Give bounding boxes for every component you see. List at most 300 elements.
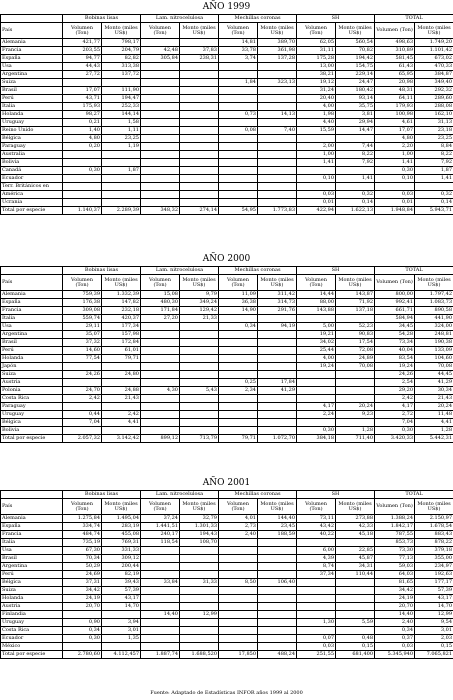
value-cell [180,39,219,47]
country-cell: México [1,643,63,651]
value-cell [141,563,180,571]
value-cell: 19,12 [297,79,336,87]
value-cell: 61,01 [102,347,141,355]
value-cell: 349,40 [415,79,453,87]
value-cell: 108,70 [180,539,219,547]
value-cell: 98,27 [63,111,102,119]
country-cell: Alemania [1,515,63,523]
value-cell: 35,07 [63,331,102,339]
value-cell: 32,79 [180,515,219,523]
value-cell: 129,42 [180,307,219,315]
value-cell [336,167,375,175]
value-cell [180,355,219,363]
total-row [1,207,453,215]
value-cell: 2,34 [219,387,258,395]
country-cell: Holanda [1,595,63,603]
country-cell: Australia [1,151,63,159]
value-cell: 54,28 [375,331,415,339]
value-cell: 13,00 [297,63,336,71]
value-cell [219,119,258,127]
table-row [1,587,453,595]
value-cell: 0,01 [297,199,336,207]
value-cell [336,387,375,395]
value-cell [141,571,180,579]
value-cell: 38,21 [297,71,336,79]
data-table [0,14,453,215]
header-unit: Monto (miles US$) [336,499,375,515]
country-cell: América [1,191,63,199]
value-cell: 37,32 [63,339,102,347]
value-cell: 83,54 [375,355,415,363]
value-cell [141,363,180,371]
value-cell: 1.332,39 [102,291,141,299]
value-cell [258,331,297,339]
country-cell: Brasil [1,87,63,95]
value-cell [141,87,180,95]
value-cell: 21,43 [102,395,141,403]
value-cell [180,71,219,79]
header-group: SH [297,267,375,275]
value-cell: 309,08 [63,307,102,315]
value-cell [258,175,297,183]
value-cell [141,119,180,127]
value-cell [141,403,180,411]
header-row-units [1,275,453,291]
value-cell [180,403,219,411]
table-row [1,523,453,531]
value-cell: 24,19 [63,595,102,603]
value-cell: 0,32 [415,191,453,199]
value-cell: 24,80 [102,371,141,379]
value-cell [415,183,453,191]
value-cell: 283,19 [102,523,141,531]
value-cell [180,175,219,183]
table-row [1,363,453,371]
value-cell: 45,18 [336,531,375,539]
header-unit: Monto (miles US$) [415,23,453,39]
header-unit: Volumen (Ton) [375,275,415,291]
country-cell: Italia [1,103,63,111]
value-cell: 34,02 [297,339,336,347]
value-cell: 1,28 [415,427,453,435]
value-cell: 899,12 [141,435,180,443]
value-cell [258,419,297,427]
value-cell: 1.301,33 [180,523,219,531]
value-cell: 14,70 [102,603,141,611]
value-cell: 0,30 [63,635,102,643]
table-row [1,547,453,555]
value-cell: 3,94 [102,619,141,627]
value-cell [180,135,219,143]
table-row [1,87,453,95]
value-cell: 23,18 [415,127,453,135]
value-cell: 890,58 [415,307,453,315]
value-cell [102,151,141,159]
value-cell: 73,34 [375,339,415,347]
value-cell: 1,98 [297,111,336,119]
value-cell [180,87,219,95]
table-row [1,191,453,199]
value-cell: 41,29 [415,379,453,387]
value-cell [141,627,180,635]
value-cell: 713,79 [180,435,219,443]
value-cell: 1,11 [102,127,141,135]
value-cell [219,315,258,323]
value-cell: 14,70 [415,603,453,611]
header-unit: Monto (miles US$) [102,23,141,39]
value-cell: 194,43 [180,531,219,539]
year-title: AÑO 2000 [202,254,251,264]
table-row [1,39,453,47]
value-cell [258,627,297,635]
value-cell: 106,40 [258,579,297,587]
header-country: País [1,23,63,39]
value-cell: 162,10 [415,111,453,119]
value-cell [180,167,219,175]
value-cell: 673,02 [415,55,453,63]
country-cell: Terr. Británicos en [1,183,63,191]
value-cell [336,595,375,603]
value-cell [180,183,219,191]
value-cell [180,619,219,627]
value-cell: 1.495,04 [102,515,141,523]
value-cell: 324,00 [415,323,453,331]
value-cell: 798,17 [102,39,141,47]
value-cell: 1,41 [336,175,375,183]
value-cell: 82,82 [102,55,141,63]
value-cell: 11,09 [219,291,258,299]
value-cell [180,103,219,111]
table-row [1,539,453,547]
section-2001 [0,490,453,659]
value-cell: 313,38 [102,63,141,71]
country-cell: Bélgica [1,419,63,427]
value-cell: 90,83 [336,331,375,339]
header-unit: Volumen (Ton) [141,499,180,515]
value-cell: 133,09 [415,347,453,355]
value-cell: 1.797,42 [415,291,453,299]
value-cell: 252,33 [102,103,141,111]
header-group: Lam. nitrocelulosa [141,491,219,499]
total-row [1,435,453,443]
value-cell [141,339,180,347]
value-cell: 0,30 [297,427,336,435]
value-cell [219,135,258,143]
value-cell [258,87,297,95]
value-cell [141,143,180,151]
value-cell: 2.057,32 [63,435,102,443]
value-cell: 12,99 [180,611,219,619]
header-unit: Volumen (Ton) [297,275,336,291]
value-cell: 288,08 [415,103,453,111]
value-cell: 488,24 [258,651,297,659]
value-cell: 71,92 [336,299,375,307]
header-group: Bobinas lisas [63,267,141,275]
value-cell: 2,42 [63,395,102,403]
value-cell: 3,01 [415,627,453,635]
value-cell: 8,84 [415,143,453,151]
value-cell: 292,32 [415,87,453,95]
table-row [1,643,453,651]
value-cell: 31,13 [415,119,453,127]
value-cell: 0,34 [219,323,258,331]
value-cell [102,175,141,183]
value-cell: 421,77 [63,39,102,47]
header-unit: Monto (miles US$) [102,499,141,515]
table-row [1,371,453,379]
table-row [1,111,453,119]
value-cell [258,347,297,355]
value-cell: 43,42 [297,523,336,531]
value-cell: 5.943,71 [415,207,453,215]
value-cell [180,371,219,379]
table-row [1,299,453,307]
value-cell [102,159,141,167]
country-cell: Usa [1,323,63,331]
value-cell [141,427,180,435]
value-cell [219,355,258,363]
value-cell: 61,43 [375,63,415,71]
value-cell: 204,79 [102,47,141,55]
value-cell: 20,70 [375,603,415,611]
value-cell [219,371,258,379]
value-cell: 40,22 [297,531,336,539]
country-cell: Argentina [1,331,63,339]
value-cell [141,619,180,627]
value-cell: 2,72 [375,411,415,419]
country-cell: Italia [1,539,63,547]
value-cell: 1,58 [102,119,141,127]
header-unit: Monto (miles US$) [102,275,141,291]
country-cell: Ucrania [1,199,63,207]
table-row [1,563,453,571]
value-cell: 273,88 [336,515,375,523]
value-cell: 0,34 [63,627,102,635]
header-group: Bobinas lisas [63,491,141,499]
value-cell: 1,87 [415,167,453,175]
value-cell: 137,28 [258,55,297,63]
value-cell [219,643,258,651]
value-cell: 50,29 [63,563,102,571]
value-cell: 17,54 [336,339,375,347]
value-cell: 0,14 [415,199,453,207]
value-cell [219,159,258,167]
value-cell: 441,90 [415,315,453,323]
value-cell [180,111,219,119]
value-cell: 143,88 [297,307,336,315]
value-cell: 0,37 [375,635,415,643]
value-cell: 154,75 [336,63,375,71]
value-cell [219,143,258,151]
header-row-groups [1,267,453,275]
value-cell: 759,39 [63,291,102,299]
value-cell [258,371,297,379]
country-cell: Perú [1,571,63,579]
value-cell: 289,60 [415,95,453,103]
value-cell: 7,92 [415,159,453,167]
value-cell: 37,31 [63,579,102,587]
table-row [1,531,453,539]
value-cell: 1,84 [219,79,258,87]
table-row [1,199,453,207]
table-row [1,395,453,403]
value-cell [336,135,375,143]
value-cell [180,627,219,635]
value-cell [336,183,375,191]
value-cell [336,627,375,635]
value-cell: 0,44 [63,411,102,419]
value-cell: 24,47 [336,79,375,87]
header-unit: Volumen (Ton) [63,23,102,39]
country-cell: Austria [1,603,63,611]
value-cell: 190,38 [415,339,453,347]
value-cell [219,595,258,603]
value-cell: 37,24 [141,515,180,523]
value-cell: 29,11 [63,323,102,331]
value-cell: 7,44 [336,143,375,151]
value-cell [141,183,180,191]
value-cell [219,619,258,627]
value-cell: 23,25 [415,135,453,143]
value-cell: 24,88 [102,387,141,395]
value-cell: 7.065,821 [415,651,453,659]
value-cell: 6,00 [297,547,336,555]
header-unit: Monto (miles US$) [180,275,219,291]
value-cell: 14,81 [219,39,258,47]
value-cell: 4,61 [375,119,415,127]
value-cell [63,427,102,435]
value-cell [297,387,336,395]
value-cell: 20,98 [375,79,415,87]
value-cell [63,191,102,199]
value-cell: 0,15 [415,643,453,651]
value-cell [141,199,180,207]
value-cell [141,103,180,111]
country-cell: España [1,55,63,63]
country-cell: Paraguay [1,143,63,151]
value-cell [141,411,180,419]
country-cell: Francia [1,531,63,539]
value-cell [375,183,415,191]
header-unit: Volumen (Ton) [141,275,180,291]
value-cell [102,79,141,87]
value-cell [63,159,102,167]
data-table [0,490,453,659]
value-cell [297,587,336,595]
value-cell [297,603,336,611]
value-cell: 20,70 [63,603,102,611]
value-cell [63,79,102,87]
value-cell: 1.083,73 [415,299,453,307]
table-row [1,315,453,323]
value-cell: 144,14 [102,111,141,119]
value-cell: 70,34 [63,555,102,563]
value-cell [141,347,180,355]
value-cell: 1,41 [375,159,415,167]
value-cell [63,643,102,651]
table-row [1,331,453,339]
value-cell [297,167,336,175]
value-cell [180,427,219,435]
value-cell [141,547,180,555]
value-cell [141,135,180,143]
value-cell [141,159,180,167]
value-cell: 5,43 [180,387,219,395]
value-cell [258,63,297,71]
value-cell: 1,19 [102,143,141,151]
header-unit: Volumen (Ton) [63,275,102,291]
value-cell [258,635,297,643]
value-cell: 81,65 [375,579,415,587]
value-cell: 43,17 [102,595,141,603]
value-cell: 67,30 [63,547,102,555]
value-cell: 24,26 [63,371,102,379]
value-cell [102,611,141,619]
table-row [1,183,453,191]
value-cell: 5.442,31 [415,435,453,443]
value-cell: 31,11 [297,47,336,55]
table-row [1,387,453,395]
value-cell [180,587,219,595]
value-cell [336,315,375,323]
value-cell: 2,42 [102,411,141,419]
value-cell: 194,47 [102,95,141,103]
value-cell [258,571,297,579]
value-cell: 0,48 [336,635,375,643]
value-cell: 2,73 [219,523,258,531]
value-cell [180,419,219,427]
value-cell: 5.345,940 [375,651,415,659]
value-cell: 800,00 [375,291,415,299]
value-cell: 232,18 [102,307,141,315]
table-row [1,355,453,363]
value-cell: 0,03 [375,643,415,651]
value-cell: 0,20 [63,143,102,151]
table-row [1,579,453,587]
value-cell: 203,55 [63,47,102,55]
value-cell: 12,99 [415,611,453,619]
country-cell: Canadá [1,167,63,175]
value-cell [297,539,336,547]
value-cell [258,619,297,627]
value-cell [297,371,336,379]
table-row [1,63,453,71]
value-cell: 104,60 [415,355,453,363]
value-cell: 143,87 [336,291,375,299]
country-cell: Suiza [1,79,63,87]
value-cell: 19,21 [297,331,336,339]
value-cell [141,127,180,135]
value-cell: 40,04 [375,347,415,355]
header-group: Lam. nitrocelulosa [141,267,219,275]
value-cell: 238,31 [180,55,219,63]
value-cell: 1.101,42 [415,47,453,55]
value-cell [258,159,297,167]
value-cell: 4,00 [297,355,336,363]
value-cell: 7,04 [63,419,102,427]
table-row [1,307,453,315]
value-cell: 2,54 [375,379,415,387]
value-cell [258,547,297,555]
value-cell [258,595,297,603]
table-row [1,595,453,603]
value-cell: 20,40 [297,95,336,103]
value-cell: 24,89 [336,355,375,363]
value-cell: 23,45 [258,523,297,531]
value-cell: 0,32 [336,191,375,199]
value-cell [180,363,219,371]
country-cell: Costa Rica [1,627,63,635]
